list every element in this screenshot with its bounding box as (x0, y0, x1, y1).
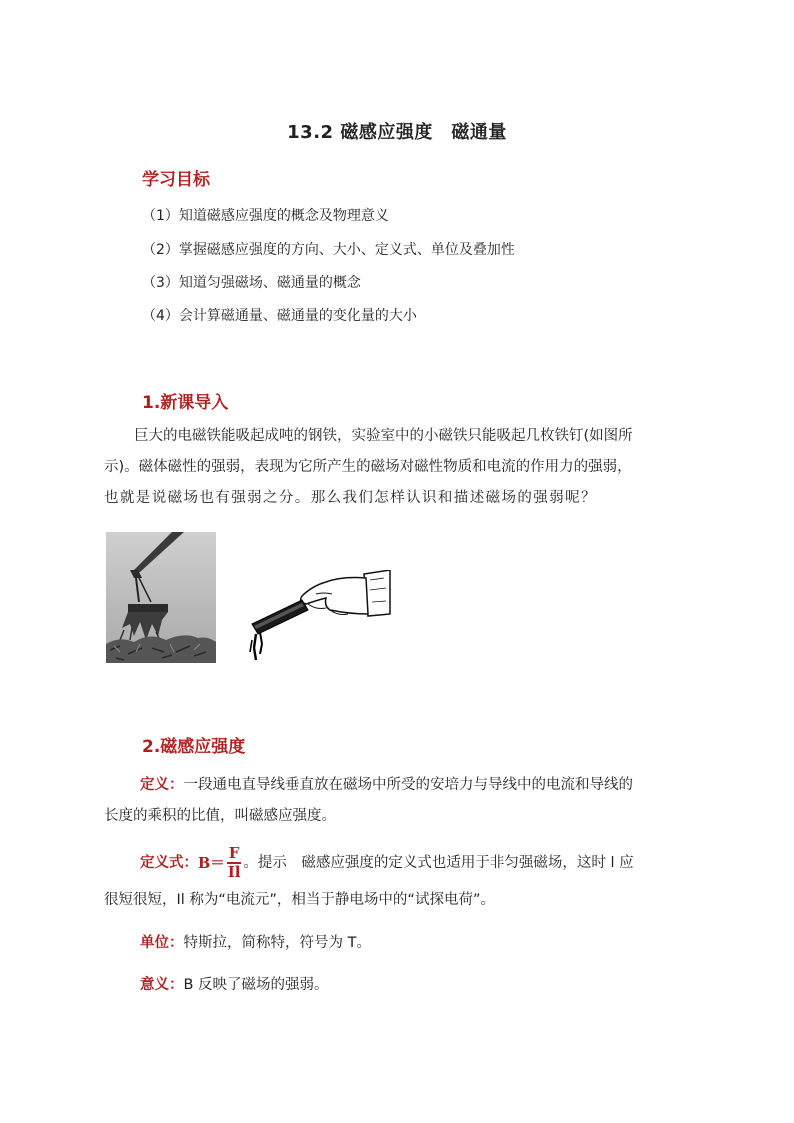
page-title: 13.2 磁感应强度 磁通量 (287, 122, 507, 143)
definition-text-2: 长度的乘积的比值，叫磁感应强度。 (104, 808, 336, 824)
goal-item-4: （4）会计算磁通量、磁通量的变化量的大小 (142, 308, 417, 324)
section-heading-goals: 学习目标 (142, 170, 210, 190)
intro-line-2: 示)。磁体磁性的强弱，表现为它所产生的磁场对磁性物质和电流的作用力的强弱， (104, 459, 632, 475)
formula-fraction (227, 846, 242, 880)
intro-line-3: 也就是说磁场也有强弱之分。那么我们怎样认识和描述磁场的强弱呢？ (104, 490, 597, 506)
goal-item-2: （2）掌握磁感应强度的方向、大小、定义式、单位及叠加性 (142, 242, 515, 258)
section-heading-intro: 1.新课导入 (142, 393, 229, 413)
section-heading-b: 2.磁感应强度 (142, 737, 246, 757)
formula-paragraph (104, 843, 696, 916)
definition-text-1: 一段通电直导线垂直放在磁场中所受的安培力与导线中的电流和导线的 (183, 777, 633, 793)
unit-text: 特斯拉，简称特，符号为 T。 (183, 935, 371, 951)
definition-paragraph (104, 770, 696, 832)
formula-lhs: B＝ (198, 854, 225, 872)
meaning-text: B 反映了磁场的强弱。 (183, 977, 329, 993)
hand-magnet-illustration (246, 570, 392, 662)
intro-paragraph (104, 421, 696, 514)
formula-note-2: 很短很短，Il 称为“电流元”，相当于静电场中的“试探电荷”。 (104, 892, 495, 908)
meaning-line (104, 970, 696, 1001)
goal-item-3: （3）知道匀强磁场、磁通量的概念 (142, 275, 361, 291)
formula-note-1: 。提示 磁感应强度的定义式也适用于非匀强磁场，这时 l 应 (243, 854, 634, 871)
formula-numerator: F (228, 844, 240, 862)
formula-label: 定义式： (140, 854, 198, 871)
intro-line-1: 巨大的电磁铁能吸起成吨的钢铁，实验室中的小磁铁只能吸起几枚铁钉(如图所 (134, 428, 633, 444)
formula-denominator: Il (227, 863, 241, 881)
unit-label: 单位： (140, 935, 184, 951)
definition-label: 定义： (140, 777, 184, 793)
meaning-label: 意义： (140, 977, 184, 993)
electromagnet-photo (106, 532, 216, 663)
unit-line (104, 928, 696, 959)
goal-item-1: （1）知道磁感应强度的概念及物理意义 (142, 208, 389, 224)
